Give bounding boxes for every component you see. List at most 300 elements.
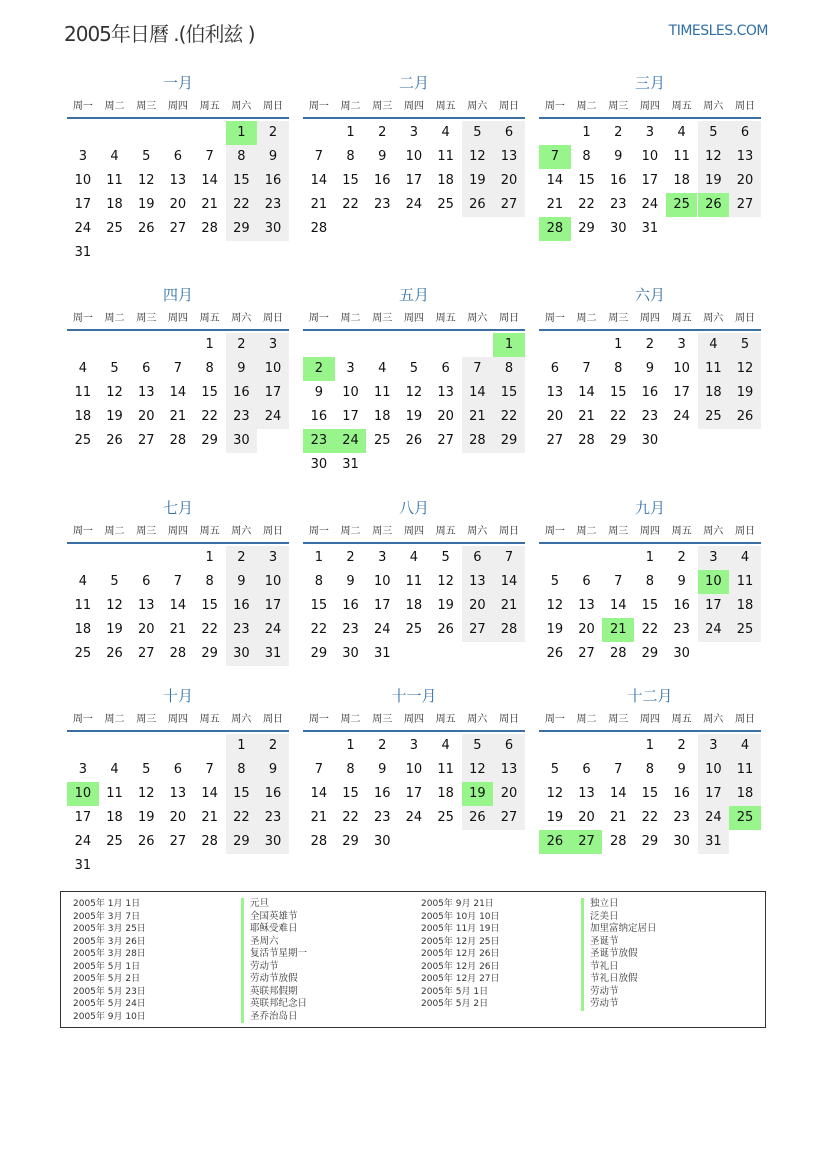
weekday-label: 周二 bbox=[340, 714, 361, 725]
weekday-label: 周四 bbox=[639, 714, 660, 725]
month-title: 八月 bbox=[398, 499, 429, 517]
day-cell: 4 bbox=[78, 574, 87, 589]
weekday-label: 周日 bbox=[734, 313, 755, 324]
day-cell: 17 bbox=[641, 173, 659, 188]
day-cell: 18 bbox=[673, 173, 690, 188]
day-cell: 5 bbox=[142, 149, 151, 164]
day-cell: 5 bbox=[462, 121, 494, 145]
day-cell: 6 bbox=[441, 361, 450, 376]
day-cell: 12 bbox=[137, 173, 155, 188]
day-cell: 26 bbox=[729, 405, 761, 429]
day-cell: 15 bbox=[342, 786, 359, 801]
day-cell: 15 bbox=[310, 598, 328, 613]
day-cell: 23 bbox=[373, 197, 391, 212]
weekday-label: 周五 bbox=[671, 714, 692, 725]
day-cell: 16 bbox=[226, 381, 258, 405]
holiday-date: 2005年 3月 28日 bbox=[73, 949, 146, 959]
holiday-date: 2005年 3月 25日 bbox=[73, 924, 146, 934]
day-cell: 6 bbox=[173, 149, 183, 164]
day-cell: 22 bbox=[201, 409, 218, 424]
day-cell: 11 bbox=[729, 758, 761, 782]
day-cell: 5 bbox=[698, 121, 730, 145]
day-cell: 4 bbox=[378, 361, 387, 376]
day-cell: 15 bbox=[201, 598, 218, 613]
month-title: 十月 bbox=[162, 687, 193, 705]
day-cell: 13 bbox=[462, 570, 494, 594]
weekday-label: 周二 bbox=[340, 101, 361, 112]
weekday-label: 周五 bbox=[435, 101, 456, 112]
weekday-label: 周五 bbox=[435, 313, 456, 324]
weekday-label: 周一 bbox=[72, 313, 93, 324]
day-cell: 12 bbox=[546, 786, 564, 801]
day-grid bbox=[303, 331, 525, 475]
holiday-dates-col-1 bbox=[73, 898, 146, 1023]
day-cell: 27 bbox=[169, 221, 187, 236]
day-cell: 15 bbox=[226, 169, 258, 193]
weekday-label: 周四 bbox=[639, 313, 660, 324]
day-grid bbox=[67, 544, 289, 688]
day-cell: 29 bbox=[310, 646, 328, 661]
day-cell: 22 bbox=[310, 622, 328, 637]
holiday-date: 2005年 5月 1日 bbox=[73, 961, 141, 972]
day-cell: 18 bbox=[106, 197, 123, 212]
day-cell: 20 bbox=[729, 169, 761, 193]
day-cell: 17 bbox=[405, 786, 423, 801]
weekday-label: 周六 bbox=[231, 101, 252, 112]
day-cell: 24 bbox=[698, 618, 730, 642]
day-cell: 21 bbox=[310, 810, 328, 825]
day-cell: 4 bbox=[110, 762, 119, 777]
day-cell: 21 bbox=[310, 197, 328, 212]
holiday-name: 英联邦纪念日 bbox=[241, 998, 307, 1011]
day-cell: 5 bbox=[409, 361, 419, 376]
day-grid bbox=[303, 732, 525, 876]
day-cell: 23 bbox=[342, 622, 359, 637]
weekday-label: 周三 bbox=[608, 313, 629, 324]
day-cell: 11 bbox=[437, 762, 454, 777]
day-cell: 7 bbox=[314, 149, 323, 164]
day-cell: 23 bbox=[641, 409, 659, 424]
day-cell: 13 bbox=[493, 145, 525, 169]
weekday-label: 周四 bbox=[403, 101, 424, 112]
day-cell: 9 bbox=[346, 574, 355, 589]
day-cell: 2 bbox=[346, 550, 355, 565]
month-block bbox=[67, 686, 289, 876]
weekday-header bbox=[67, 710, 289, 732]
day-cell: 1 bbox=[346, 125, 355, 140]
day-cell: 3 bbox=[78, 762, 87, 777]
day-cell: 20 bbox=[462, 594, 494, 618]
day-cell: 13 bbox=[137, 385, 155, 400]
day-cell: 28 bbox=[462, 429, 494, 453]
day-cell: 30 bbox=[641, 433, 659, 448]
day-cell: 25 bbox=[106, 221, 123, 236]
day-cell: 14 bbox=[310, 786, 328, 801]
day-cell: 21 bbox=[169, 622, 187, 637]
holiday-day-cell: 26 bbox=[698, 193, 730, 217]
day-cell: 17 bbox=[405, 173, 423, 188]
day-cell: 1 bbox=[582, 125, 591, 140]
day-cell: 10 bbox=[342, 385, 359, 400]
day-cell: 31 bbox=[698, 830, 730, 854]
day-cell: 9 bbox=[314, 385, 323, 400]
day-cell: 22 bbox=[641, 810, 659, 825]
day-cell: 5 bbox=[550, 574, 559, 589]
day-cell: 5 bbox=[729, 333, 761, 357]
day-cell: 25 bbox=[74, 433, 92, 448]
month-block bbox=[303, 686, 525, 876]
holiday-date: 2005年 3月 26日 bbox=[73, 936, 146, 947]
day-cell: 18 bbox=[74, 409, 92, 424]
month-block bbox=[303, 73, 525, 263]
day-cell: 20 bbox=[437, 409, 454, 424]
day-cell: 19 bbox=[437, 598, 454, 613]
day-cell: 8 bbox=[205, 574, 214, 589]
weekday-label: 周五 bbox=[435, 714, 456, 725]
weekday-label: 周三 bbox=[136, 714, 157, 725]
day-cell: 13 bbox=[578, 598, 595, 613]
day-cell: 14 bbox=[609, 598, 627, 613]
day-cell: 21 bbox=[493, 594, 525, 618]
day-cell: 8 bbox=[493, 357, 525, 381]
day-cell: 5 bbox=[142, 762, 151, 777]
holiday-names-col-2 bbox=[581, 898, 657, 1011]
day-cell: 15 bbox=[641, 786, 659, 801]
day-cell: 26 bbox=[405, 433, 423, 448]
day-cell: 31 bbox=[74, 858, 92, 873]
day-cell: 21 bbox=[609, 810, 627, 825]
day-cell: 19 bbox=[106, 622, 123, 637]
holiday-date: 2005年 9月 21日 bbox=[421, 899, 494, 909]
weekday-label: 周三 bbox=[372, 313, 393, 324]
weekday-label: 周日 bbox=[734, 714, 755, 725]
day-cell: 2 bbox=[226, 546, 258, 570]
day-cell: 7 bbox=[493, 546, 525, 570]
day-cell: 31 bbox=[342, 457, 359, 472]
weekday-label: 周四 bbox=[639, 526, 660, 537]
day-cell: 30 bbox=[373, 834, 391, 849]
day-cell: 24 bbox=[373, 622, 391, 637]
site-link[interactable]: TIMESLES.COM bbox=[668, 23, 768, 39]
day-cell: 17 bbox=[698, 594, 730, 618]
day-cell: 22 bbox=[226, 806, 258, 830]
weekday-label: 周日 bbox=[498, 101, 519, 112]
day-cell: 8 bbox=[226, 145, 258, 169]
weekday-label: 周日 bbox=[262, 101, 283, 112]
day-cell: 7 bbox=[205, 762, 214, 777]
day-cell: 18 bbox=[437, 173, 454, 188]
day-cell: 24 bbox=[673, 409, 690, 424]
holiday-date: 2005年 10月 10日 bbox=[421, 911, 500, 922]
day-cell: 3 bbox=[257, 546, 289, 570]
day-cell: 21 bbox=[201, 197, 218, 212]
day-cell: 4 bbox=[441, 738, 450, 753]
day-cell: 28 bbox=[201, 834, 218, 849]
day-cell: 2 bbox=[677, 738, 686, 753]
day-cell: 16 bbox=[609, 173, 627, 188]
holiday-name: 节礼日 bbox=[581, 961, 657, 974]
weekday-label: 周日 bbox=[498, 714, 519, 725]
day-cell: 13 bbox=[729, 145, 761, 169]
holiday-name: 劳动节 bbox=[581, 986, 657, 999]
holiday-name: 圣乔治岛日 bbox=[241, 1011, 307, 1024]
weekday-label: 周二 bbox=[104, 714, 125, 725]
day-cell: 25 bbox=[373, 433, 391, 448]
day-cell: 17 bbox=[673, 385, 690, 400]
holiday-day-cell: 24 bbox=[335, 429, 367, 453]
day-cell: 16 bbox=[310, 409, 328, 424]
day-cell: 21 bbox=[546, 197, 564, 212]
day-cell: 16 bbox=[673, 598, 690, 613]
month-block bbox=[303, 285, 525, 475]
day-cell: 9 bbox=[614, 149, 623, 164]
day-cell: 23 bbox=[373, 810, 391, 825]
holiday-name: 加里富纳定居日 bbox=[581, 923, 657, 936]
holiday-date: 2005年 9月 10日 bbox=[73, 1011, 146, 1022]
weekday-label: 周六 bbox=[231, 714, 252, 725]
day-cell: 12 bbox=[405, 385, 423, 400]
day-cell: 26 bbox=[106, 433, 123, 448]
day-cell: 6 bbox=[550, 361, 559, 376]
day-cell: 27 bbox=[137, 433, 155, 448]
day-cell: 9 bbox=[226, 357, 258, 381]
day-cell: 2 bbox=[645, 337, 655, 352]
day-cell: 7 bbox=[173, 574, 183, 589]
day-cell: 7 bbox=[614, 762, 623, 777]
holiday-day-cell: 27 bbox=[571, 830, 603, 854]
day-cell: 3 bbox=[346, 361, 355, 376]
day-cell: 27 bbox=[729, 193, 761, 217]
weekday-label: 周六 bbox=[703, 101, 724, 112]
day-grid bbox=[539, 331, 761, 475]
day-cell: 13 bbox=[437, 385, 454, 400]
day-cell: 8 bbox=[645, 762, 655, 777]
holiday-name: 圣周六 bbox=[241, 936, 307, 949]
day-cell: 4 bbox=[729, 546, 761, 570]
day-cell: 19 bbox=[546, 810, 564, 825]
day-cell: 13 bbox=[169, 786, 187, 801]
day-cell: 19 bbox=[405, 409, 423, 424]
day-cell: 9 bbox=[677, 762, 686, 777]
weekday-label: 周六 bbox=[467, 313, 488, 324]
day-cell: 10 bbox=[405, 762, 423, 777]
day-cell: 1 bbox=[346, 738, 355, 753]
day-cell: 26 bbox=[106, 646, 123, 661]
day-cell: 16 bbox=[257, 782, 289, 806]
holiday-name: 劳动节 bbox=[581, 998, 657, 1011]
day-cell: 12 bbox=[729, 357, 761, 381]
day-cell: 13 bbox=[546, 385, 564, 400]
day-cell: 1 bbox=[205, 550, 214, 565]
weekday-header bbox=[303, 97, 525, 119]
day-cell: 14 bbox=[493, 570, 525, 594]
day-cell: 17 bbox=[257, 381, 289, 405]
day-cell: 26 bbox=[437, 622, 454, 637]
holiday-name: 圣诞节放假 bbox=[581, 948, 657, 961]
day-cell: 14 bbox=[201, 786, 218, 801]
month-title: 十二月 bbox=[627, 687, 673, 705]
weekday-label: 周四 bbox=[167, 526, 188, 537]
day-cell: 27 bbox=[493, 193, 525, 217]
day-cell: 13 bbox=[493, 758, 525, 782]
day-cell: 27 bbox=[137, 646, 155, 661]
day-cell: 7 bbox=[462, 357, 494, 381]
day-cell: 3 bbox=[257, 333, 289, 357]
day-cell: 7 bbox=[582, 361, 591, 376]
day-cell: 30 bbox=[673, 646, 690, 661]
day-cell: 29 bbox=[493, 429, 525, 453]
day-cell: 2 bbox=[257, 121, 289, 145]
day-cell: 2 bbox=[257, 734, 289, 758]
day-cell: 15 bbox=[342, 173, 359, 188]
month-block bbox=[539, 686, 761, 876]
holiday-date: 2005年 5月 2日 bbox=[421, 999, 489, 1009]
day-cell: 23 bbox=[226, 405, 258, 429]
day-cell: 24 bbox=[257, 405, 289, 429]
weekday-label: 周日 bbox=[262, 313, 283, 324]
day-cell: 9 bbox=[378, 149, 387, 164]
day-cell: 6 bbox=[173, 762, 183, 777]
weekday-label: 周四 bbox=[167, 313, 188, 324]
weekday-label: 周四 bbox=[639, 101, 660, 112]
day-cell: 27 bbox=[578, 646, 595, 661]
month-title: 六月 bbox=[634, 286, 665, 304]
day-cell: 19 bbox=[546, 622, 564, 637]
day-cell: 27 bbox=[493, 806, 525, 830]
day-cell: 4 bbox=[677, 125, 686, 140]
weekday-label: 周六 bbox=[703, 714, 724, 725]
day-cell: 29 bbox=[201, 646, 218, 661]
holiday-day-cell: 10 bbox=[698, 570, 730, 594]
day-cell: 1 bbox=[314, 550, 323, 565]
day-cell: 3 bbox=[698, 546, 730, 570]
day-cell: 17 bbox=[698, 782, 730, 806]
weekday-label: 周三 bbox=[136, 526, 157, 537]
holiday-date: 2005年 3月 7日 bbox=[73, 911, 141, 922]
month-title: 三月 bbox=[634, 74, 665, 92]
day-cell: 19 bbox=[137, 810, 155, 825]
holiday-date: 2005年 5月 2日 bbox=[73, 974, 141, 984]
weekday-label: 周日 bbox=[262, 714, 283, 725]
weekday-header bbox=[303, 522, 525, 544]
day-cell: 13 bbox=[169, 173, 187, 188]
day-cell: 9 bbox=[645, 361, 655, 376]
day-cell: 21 bbox=[201, 810, 218, 825]
day-grid bbox=[303, 119, 525, 263]
day-cell: 25 bbox=[74, 646, 92, 661]
weekday-label: 周六 bbox=[467, 101, 488, 112]
weekday-label: 周一 bbox=[308, 313, 329, 324]
day-cell: 10 bbox=[673, 361, 690, 376]
day-cell: 11 bbox=[405, 574, 423, 589]
day-cell: 11 bbox=[106, 786, 123, 801]
day-cell: 3 bbox=[78, 149, 87, 164]
weekday-label: 周日 bbox=[498, 526, 519, 537]
day-cell: 12 bbox=[698, 145, 730, 169]
day-cell: 17 bbox=[373, 598, 391, 613]
day-cell: 16 bbox=[373, 786, 391, 801]
holiday-name: 劳动节 bbox=[241, 961, 307, 974]
day-cell: 30 bbox=[673, 834, 690, 849]
day-cell: 29 bbox=[226, 830, 258, 854]
page-title: 2005年日曆 .(伯利兹 ) bbox=[64, 22, 255, 46]
weekday-label: 周二 bbox=[104, 313, 125, 324]
day-cell: 24 bbox=[405, 810, 423, 825]
weekday-label: 周三 bbox=[372, 101, 393, 112]
holiday-date: 2005年 5月 1日 bbox=[421, 986, 489, 997]
day-cell: 4 bbox=[698, 333, 730, 357]
weekday-label: 周五 bbox=[435, 526, 456, 537]
day-cell: 12 bbox=[546, 598, 564, 613]
day-cell: 6 bbox=[582, 574, 591, 589]
weekday-label: 周五 bbox=[671, 526, 692, 537]
day-cell: 29 bbox=[201, 433, 218, 448]
day-cell: 31 bbox=[641, 221, 659, 236]
day-cell: 3 bbox=[677, 337, 686, 352]
month-title: 九月 bbox=[634, 499, 665, 517]
month-block bbox=[67, 498, 289, 688]
day-cell: 27 bbox=[546, 433, 564, 448]
day-cell: 5 bbox=[462, 734, 494, 758]
day-cell: 9 bbox=[257, 758, 289, 782]
day-cell: 5 bbox=[441, 550, 450, 565]
day-cell: 28 bbox=[578, 433, 595, 448]
weekday-label: 周五 bbox=[199, 714, 220, 725]
day-cell: 20 bbox=[546, 409, 564, 424]
day-cell: 28 bbox=[201, 221, 218, 236]
month-block bbox=[67, 285, 289, 475]
day-cell: 22 bbox=[226, 193, 258, 217]
day-cell: 28 bbox=[310, 221, 328, 236]
day-cell: 4 bbox=[110, 149, 119, 164]
weekday-header bbox=[539, 97, 761, 119]
day-cell: 23 bbox=[257, 193, 289, 217]
day-cell: 2 bbox=[226, 333, 258, 357]
day-cell: 16 bbox=[257, 169, 289, 193]
day-cell: 12 bbox=[106, 598, 123, 613]
day-cell: 27 bbox=[462, 618, 494, 642]
day-cell: 5 bbox=[550, 762, 559, 777]
holiday-day-cell: 1 bbox=[493, 333, 525, 357]
weekday-label: 周日 bbox=[262, 526, 283, 537]
day-cell: 28 bbox=[169, 433, 187, 448]
day-cell: 11 bbox=[106, 173, 123, 188]
day-cell: 9 bbox=[226, 570, 258, 594]
day-cell: 1 bbox=[205, 337, 214, 352]
day-cell: 10 bbox=[641, 149, 659, 164]
day-cell: 25 bbox=[729, 618, 761, 642]
day-cell: 2 bbox=[378, 738, 387, 753]
day-cell: 9 bbox=[257, 145, 289, 169]
day-cell: 8 bbox=[346, 149, 355, 164]
day-grid bbox=[303, 544, 525, 688]
day-cell: 30 bbox=[310, 457, 328, 472]
weekday-label: 周五 bbox=[199, 101, 220, 112]
weekday-label: 周四 bbox=[167, 101, 188, 112]
day-cell: 19 bbox=[698, 169, 730, 193]
holiday-list bbox=[60, 891, 766, 1028]
weekday-label: 周三 bbox=[372, 526, 393, 537]
day-cell: 11 bbox=[673, 149, 690, 164]
day-cell: 22 bbox=[342, 810, 359, 825]
holiday-day-cell: 2 bbox=[303, 357, 335, 381]
day-cell: 12 bbox=[137, 786, 155, 801]
weekday-label: 周一 bbox=[544, 526, 565, 537]
day-cell: 15 bbox=[578, 173, 595, 188]
day-cell: 20 bbox=[137, 622, 155, 637]
day-cell: 14 bbox=[169, 385, 187, 400]
day-cell: 21 bbox=[578, 409, 595, 424]
